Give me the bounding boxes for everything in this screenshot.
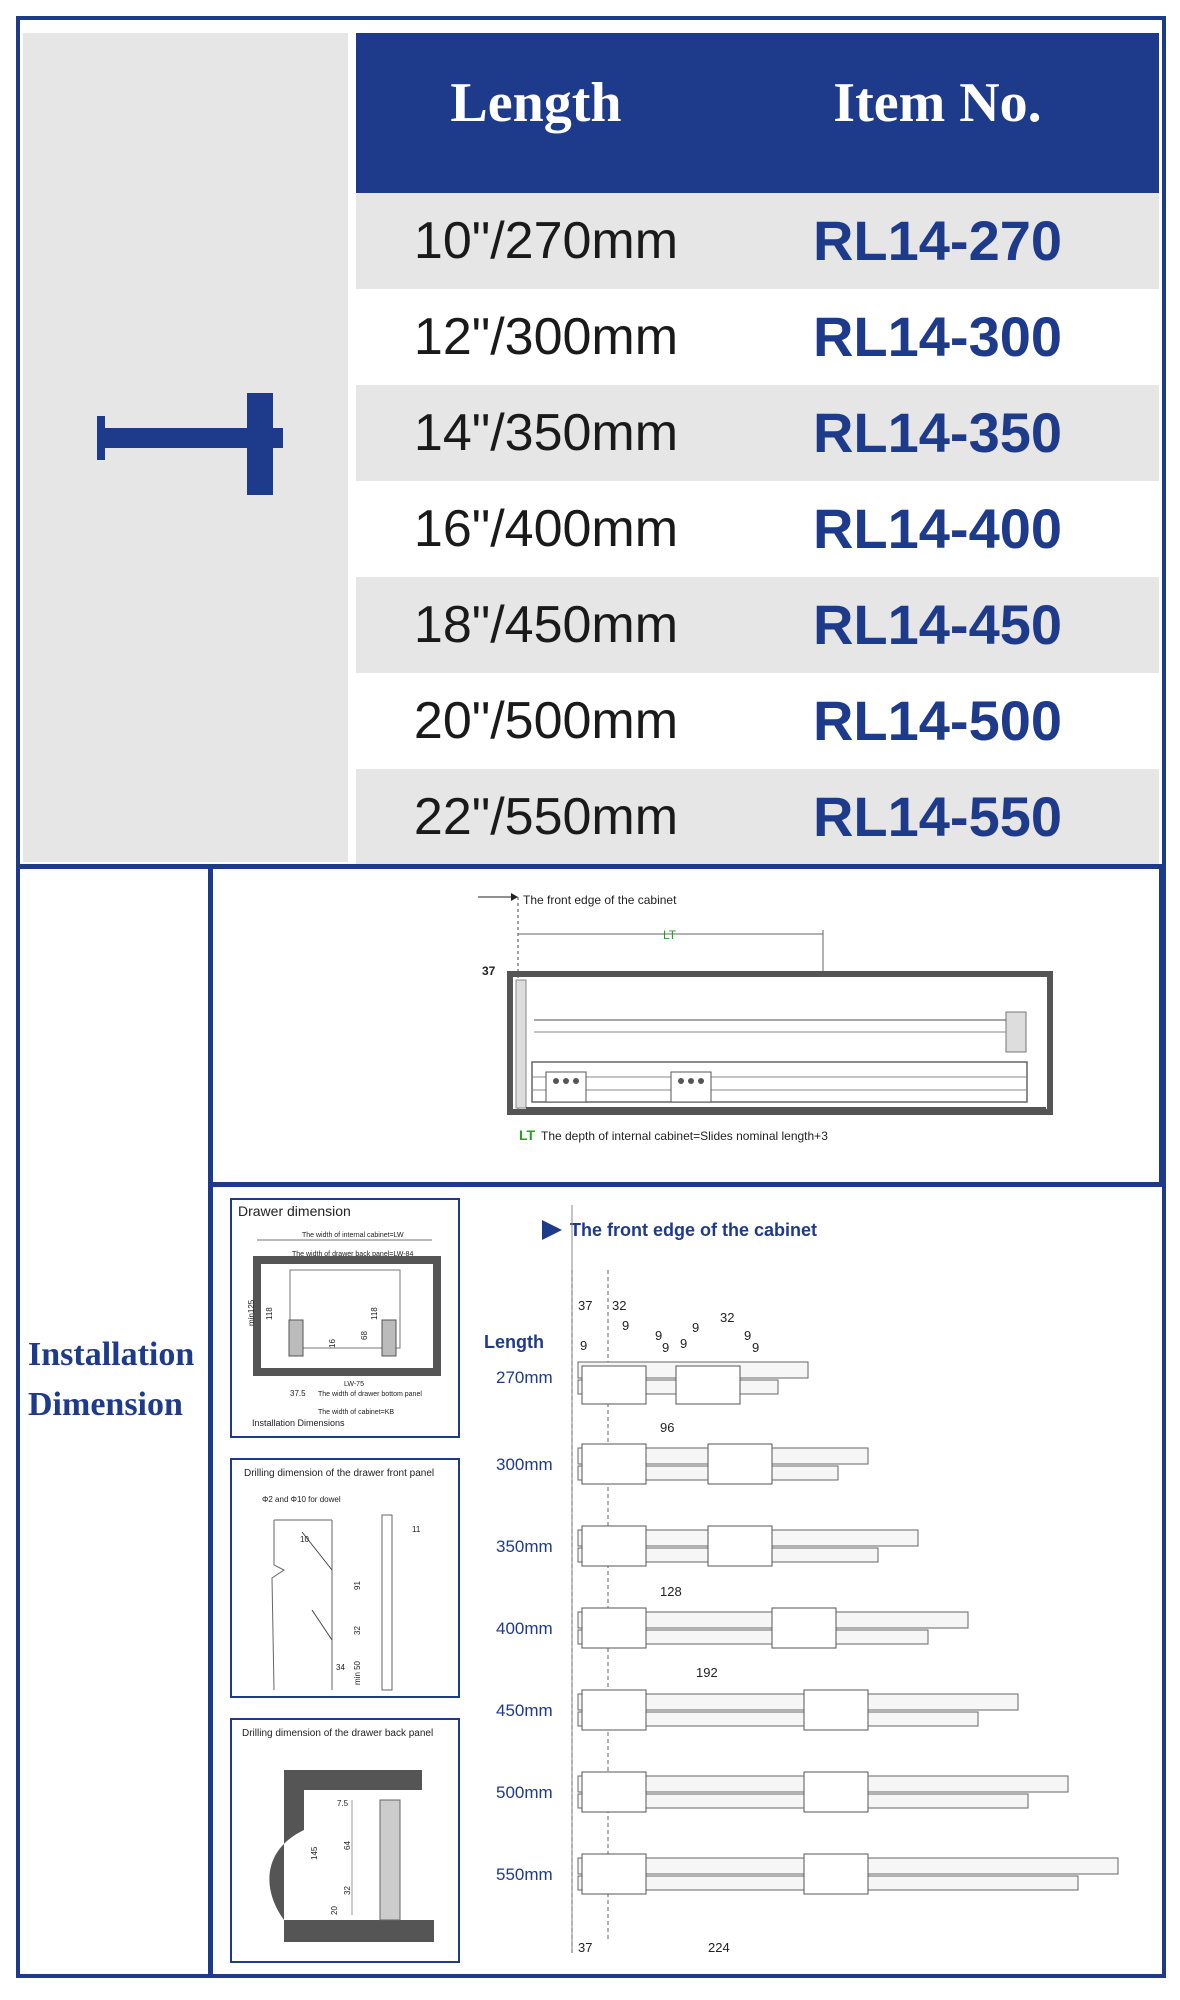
front-edge-label: The front edge of the cabinet — [523, 893, 677, 907]
dim-label: 118 — [370, 1307, 379, 1320]
dim-37: 37 — [482, 964, 496, 978]
header-length: Length — [450, 72, 622, 134]
slide-length-label: 550mm — [496, 1865, 553, 1884]
dim-label: 16 — [328, 1339, 337, 1348]
dim-label: 9 — [680, 1336, 688, 1351]
panel-title: Drawer dimension — [238, 1203, 351, 1219]
length-cell: 18"/450mm — [413, 596, 679, 654]
dim-label: 68 — [360, 1331, 369, 1340]
dim-label: 9 — [752, 1340, 760, 1355]
table-row — [356, 289, 1159, 385]
dim-label: 9 — [662, 1340, 670, 1355]
slide-profile-icon — [23, 33, 348, 862]
dim-label: 9 — [744, 1328, 752, 1343]
dim-label: min 50 — [353, 1660, 362, 1685]
drawer-dimension-panel — [230, 1198, 460, 1438]
item-cell: RL14-300 — [812, 305, 1063, 368]
table-row — [356, 193, 1159, 289]
length-cell: 12"/300mm — [413, 308, 679, 366]
right-edge — [1159, 868, 1164, 1186]
item-cell: RL14-270 — [812, 209, 1063, 272]
length-cell: 16"/400mm — [413, 500, 679, 558]
table-header — [356, 33, 1159, 193]
slide-length-label: 270mm — [496, 1368, 553, 1387]
slide-length-label: 350mm — [496, 1537, 553, 1556]
dim-label: 37.5 — [290, 1389, 306, 1398]
cabinet-diagram — [216, 872, 1156, 1178]
item-cell: RL14-450 — [812, 593, 1063, 656]
dim-label: min125 — [247, 1299, 256, 1326]
panel-title: Drilling dimension of the drawer front panel — [244, 1468, 435, 1479]
front-edge-heading: The front edge of the cabinet — [570, 1220, 818, 1240]
dim-label: 145 — [310, 1846, 319, 1860]
dim-label: 11 — [412, 1525, 421, 1534]
dim-label: Installation Dimensions — [252, 1418, 345, 1428]
lt-label: LT — [663, 928, 677, 942]
table-row — [356, 481, 1159, 577]
dim-label: The width of internal cabinet=LW — [302, 1232, 404, 1239]
section-divider — [16, 864, 1166, 869]
item-cell: RL14-550 — [812, 785, 1063, 848]
table-row — [356, 385, 1159, 481]
dim-label: 37 — [578, 1298, 593, 1313]
dim-label: 96 — [660, 1420, 675, 1435]
item-cell: RL14-400 — [812, 497, 1063, 560]
dim-label: 32 — [720, 1310, 735, 1325]
dim-label: 32 — [612, 1298, 627, 1313]
slide-length-label: 450mm — [496, 1701, 553, 1720]
length-cell: 22"/550mm — [413, 788, 679, 846]
dim-label: 20 — [330, 1906, 339, 1915]
dim-label: 128 — [660, 1584, 682, 1599]
dim-label: LW-75 — [344, 1381, 364, 1388]
dim-label: 7.5 — [337, 1799, 349, 1808]
dim-label: 192 — [696, 1665, 718, 1680]
dim-label: 32 — [353, 1626, 362, 1635]
dim-label: Φ2 and Φ10 for dowel — [262, 1495, 341, 1504]
sidebar-product-area — [23, 33, 348, 862]
dim-label: 64 — [343, 1841, 352, 1850]
lt-caption: The depth of internal cabinet=Slides nominal length+3 — [541, 1129, 828, 1143]
slide-length-label: 500mm — [496, 1783, 553, 1802]
table-row — [356, 673, 1159, 769]
dim-label: 9 — [692, 1320, 700, 1335]
caption-lt: LT — [519, 1127, 536, 1143]
length-cell: 14"/350mm — [413, 404, 679, 462]
dim-label: 34 — [336, 1663, 345, 1672]
back-panel-drilling — [230, 1718, 460, 1963]
dim-label: The width of cabinet=KB — [318, 1409, 395, 1416]
length-cell: 20"/500mm — [413, 692, 679, 750]
dim-label: The width of drawer bottom panel — [318, 1391, 422, 1398]
table-row — [356, 769, 1159, 865]
dim-label: 9 — [580, 1338, 588, 1353]
dim-label: 118 — [265, 1307, 274, 1320]
slides-diagram — [480, 1200, 1150, 1970]
dim-label: The width of drawer back panel=LW-84 — [292, 1251, 414, 1258]
item-cell: RL14-350 — [812, 401, 1063, 464]
dim-label: 9 — [655, 1328, 663, 1343]
item-cell: RL14-500 — [812, 689, 1063, 752]
column-divider — [208, 868, 213, 1978]
section-divider — [208, 1182, 1166, 1187]
length-cell: 10"/270mm — [413, 212, 679, 270]
dim-label: 224 — [708, 1940, 730, 1955]
front-panel-drilling — [230, 1458, 460, 1698]
slide-length-label: 300mm — [496, 1455, 553, 1474]
length-heading: Length — [484, 1332, 544, 1352]
slide-length-label: 400mm — [496, 1619, 553, 1638]
dim-label: 9 — [622, 1318, 630, 1333]
dim-label: 91 — [353, 1581, 362, 1590]
panel-title: Drilling dimension of the drawer back panel — [242, 1728, 434, 1739]
dim-label: 37 — [578, 1940, 593, 1955]
header-item-no: Item No. — [833, 72, 1042, 134]
installation-title: Installation Dimension — [28, 1336, 195, 1423]
dim-label: 10 — [300, 1535, 309, 1544]
table-row — [356, 577, 1159, 673]
dim-label: 32 — [343, 1886, 352, 1895]
